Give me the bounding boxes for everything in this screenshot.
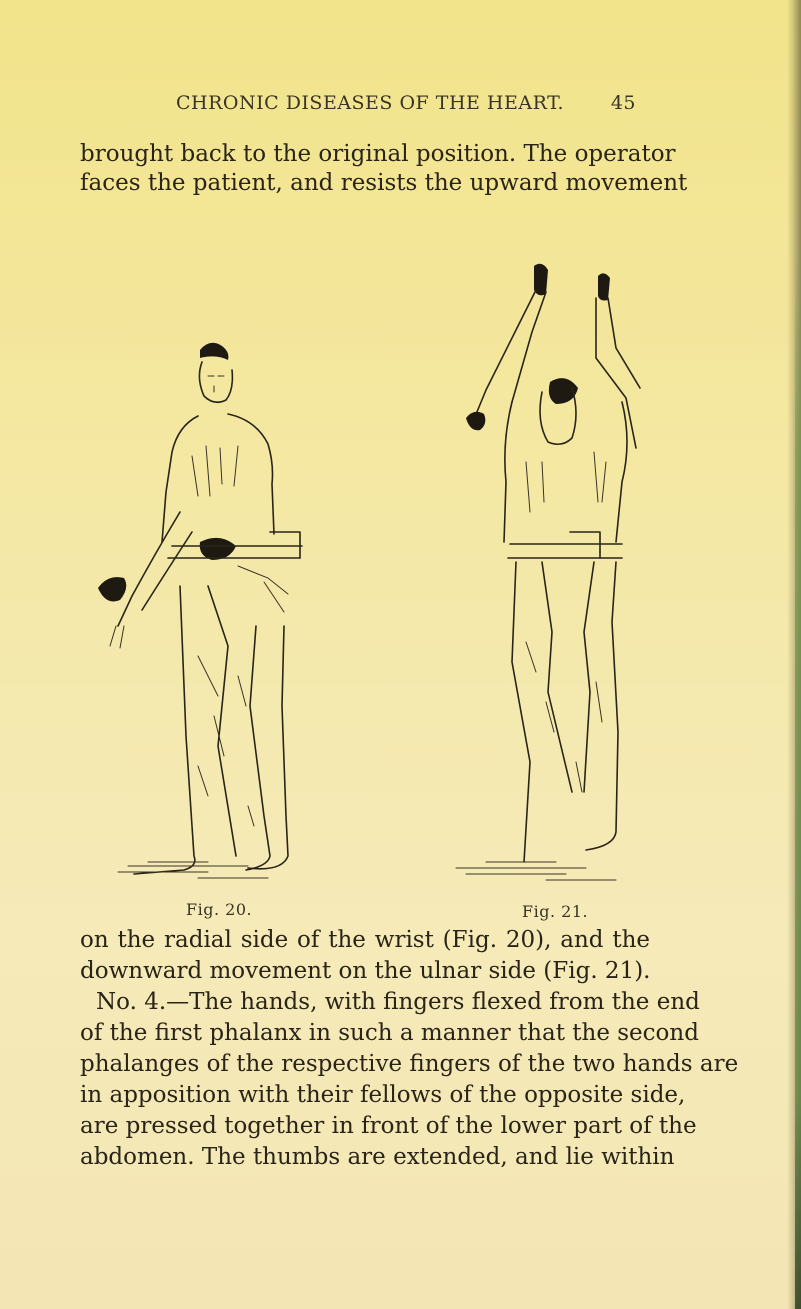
- figure-20-drawing: [88, 336, 328, 896]
- page-edge-tint: [795, 250, 801, 1309]
- text-line: brought back to the original position. The operator: [80, 141, 676, 167]
- text-line: abdomen. The thumbs are extended, and lie within: [80, 1144, 675, 1170]
- page-number: 45: [610, 92, 636, 114]
- running-title: CHRONIC DISEASES OF THE HEART.: [176, 92, 564, 114]
- figure-21-drawing: [446, 262, 646, 898]
- figure-21-illustration: [446, 262, 646, 898]
- text-line: faces the patient, and resists the upward movement: [80, 170, 688, 196]
- paragraph-bottom: [80, 925, 739, 1173]
- text-line: No. 4.—The hands, with fingers flexed from the end: [96, 989, 700, 1015]
- text-line: downward movement on the ulnar side (Fig. 21).: [80, 958, 651, 984]
- text-line: of the first phalanx in such a manner that the second: [80, 1020, 699, 1046]
- text-line: are pressed together in front of the lower part of the: [80, 1113, 697, 1139]
- paragraph-top: [80, 140, 688, 198]
- text-line: phalanges of the respective fingers of the two hands are: [80, 1051, 739, 1077]
- figure-20-caption: Fig. 20.: [186, 900, 253, 919]
- figure-20-illustration: [88, 336, 328, 896]
- text-line: in apposition with their fellows of the opposite side,: [80, 1082, 686, 1108]
- running-header: [176, 92, 636, 122]
- text-line: on the radial side of the wrist (Fig. 20), and the: [80, 927, 650, 953]
- figure-21-caption: Fig. 21.: [522, 902, 589, 921]
